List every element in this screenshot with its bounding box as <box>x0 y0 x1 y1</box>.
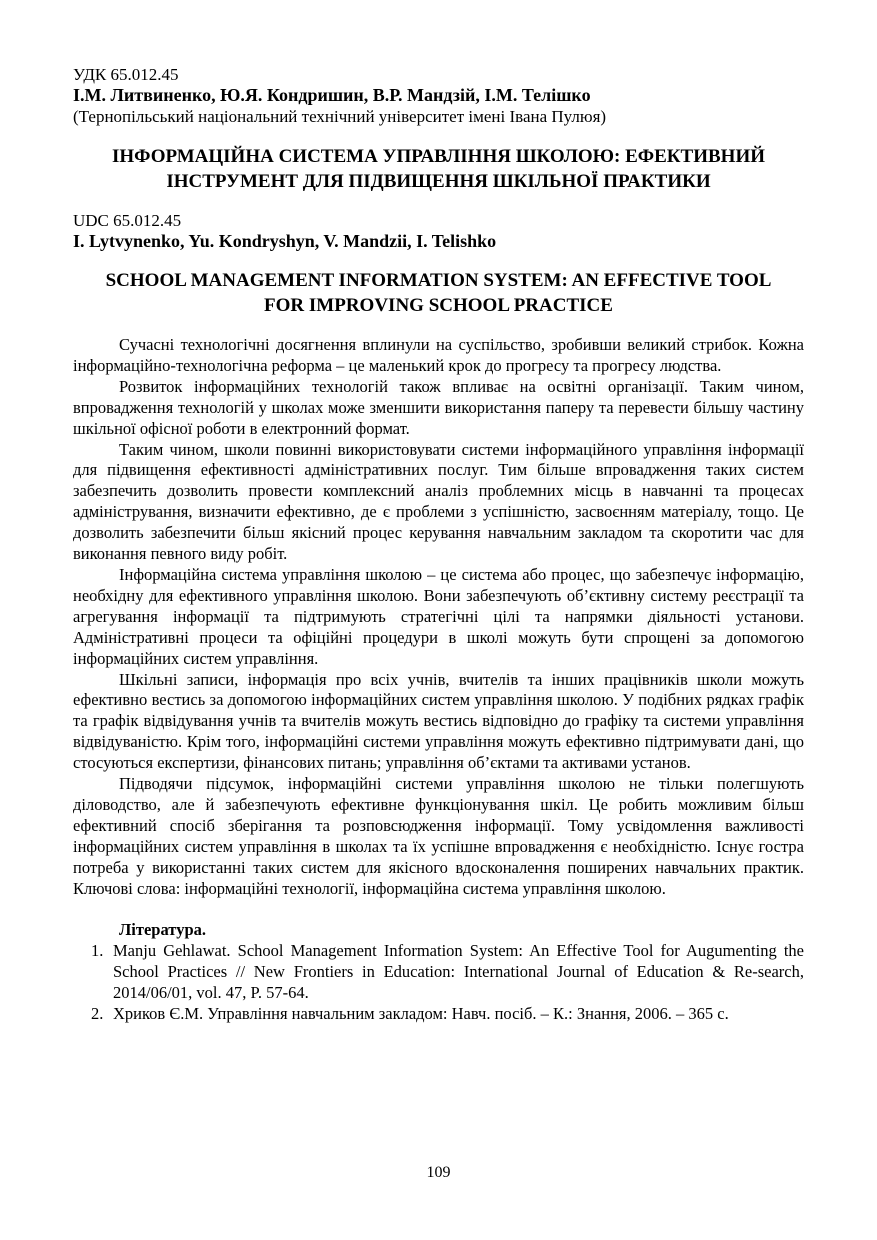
page-number: 109 <box>426 1164 451 1181</box>
title-en <box>73 268 804 318</box>
reference-number: 1. <box>91 941 104 961</box>
udc-code: UDC 65.012.45 <box>73 211 182 230</box>
reference-number: 2. <box>91 1004 104 1024</box>
abstract-body <box>73 335 804 899</box>
udk-code: УДК 65.012.45 <box>73 65 179 84</box>
title-ua <box>73 144 804 194</box>
title-en-line2: FOR IMPROVING SCHOOL PRACTICE <box>264 295 613 316</box>
paragraph: Розвиток інформаційних технологій також впливає на освітні організації. Таким чином, впровадження технологій у школах може зменшити використання паперу та перевести більшу частину шкільної офісної роботи в електронний формат. <box>73 376 804 438</box>
references-list <box>73 940 804 1024</box>
paragraph: Шкільні записи, інформація про всіх учнів, вчителів та інших працівників школи можуть ефективно вестись за допомогою інформаційних систем управління школою. У подібних рядках графік та графік відвідування учнів та вчителів можуть вестись відповідно до графіку та системи управління відвідуваністю. Крім того, інформаційні системи управління можуть ефективно підтримувати дані, що стосуються експертизи, фінансових питань; управління об’єктами та активами установ. <box>73 669 804 773</box>
paragraph: Таким чином, школи повинні використовувати системи інформаційного управління інформації для підвищення ефективності адміністративних послуг. Тим більше впровадження таких систем забезпечить дозволить провести комплексний аналіз проблемних місць в навчанні та процесах адміністрування, визначити ефективно, де є проблеми з успішністю, засвоєнням матеріалу, тощо. Це дозволить забезпечити більш якісний процес керування навчальним закладом та скоротити час для виконання певного виду робіт. <box>73 439 804 564</box>
reference-item <box>73 940 804 1003</box>
paragraph: Інформаційна система управління школою – це система або процес, що забезпечує інформацію, необхідну для ефективного управління школою. Вони забезпечують об’єктивну систему реєстрації та агрегування інформації та підтримують стратегічні цілі та напрямки діяльності установи. Адміністративні процеси та офіційні процедури в школі можуть бути спрощені за допомогою інформаційних систем управління. <box>73 564 804 668</box>
reference-item <box>73 1003 804 1024</box>
title-en-line1: SCHOOL MANAGEMENT INFORMATION SYSTEM: AN EFFECTIVE TOOL <box>105 270 772 291</box>
authors-ua: І.М. Литвиненко, Ю.Я. Кондришин, В.Р. Мандзій, І.М. Телішко <box>73 85 591 105</box>
paragraph: Сучасні технологічні досягнення вплинули на суспільство, зробивши великий стрибок. Кожна інформаційно-технологічна реформа – це маленький крок до прогресу та прогресу людства. <box>73 335 804 375</box>
title-ua-line1: ІНФОРМАЦІЙНА СИСТЕМА УПРАВЛІННЯ ШКОЛОЮ: ЕФЕКТИВНИЙ <box>111 146 766 167</box>
title-ua-line2: ІНСТРУМЕНТ ДЛЯ ПІДВИЩЕННЯ ШКІЛЬНОЇ ПРАКТИКИ <box>166 171 711 192</box>
references-heading: Література. <box>119 920 206 940</box>
paragraph: Підводячи підсумок, інформаційні системи управління школою не тільки полегшують діловодство, але й забезпечують ефективне функціонування шкіл. Це робить можливим більш ефективний спосіб зберігання та розповсюдження інформації. Тому усвідомлення важливості інформаційних систем управління в школах та їх успішне впровадження є необхідністю. Існує гостра потреба у використанні таких систем для якісного вдосконалення поширених навчальних практик. Ключові слова: інформаційні технології, інформаційна система управління школою. <box>73 774 804 898</box>
reference-text: Manju Gehlawat. School Management Information System: An Effective Tool for Augumenting the School Practices // New Frontiers in Education: International Journal of Education & Re-search, 2014/06/01, vol. 47, P. 57-64. <box>113 941 804 1003</box>
reference-text: Хриков Є.М. Управління навчальним закладом: Навч. посіб. – К.: Знання, 2006. – 365 с. <box>113 1004 729 1024</box>
authors-en: I. Lytvynenko, Yu. Kondryshyn, V. Mandzii, I. Telishko <box>73 231 497 251</box>
article <box>73 64 804 1024</box>
affiliation: (Тернопільський національний технічний університет імені Івана Пулюя) <box>73 107 607 126</box>
